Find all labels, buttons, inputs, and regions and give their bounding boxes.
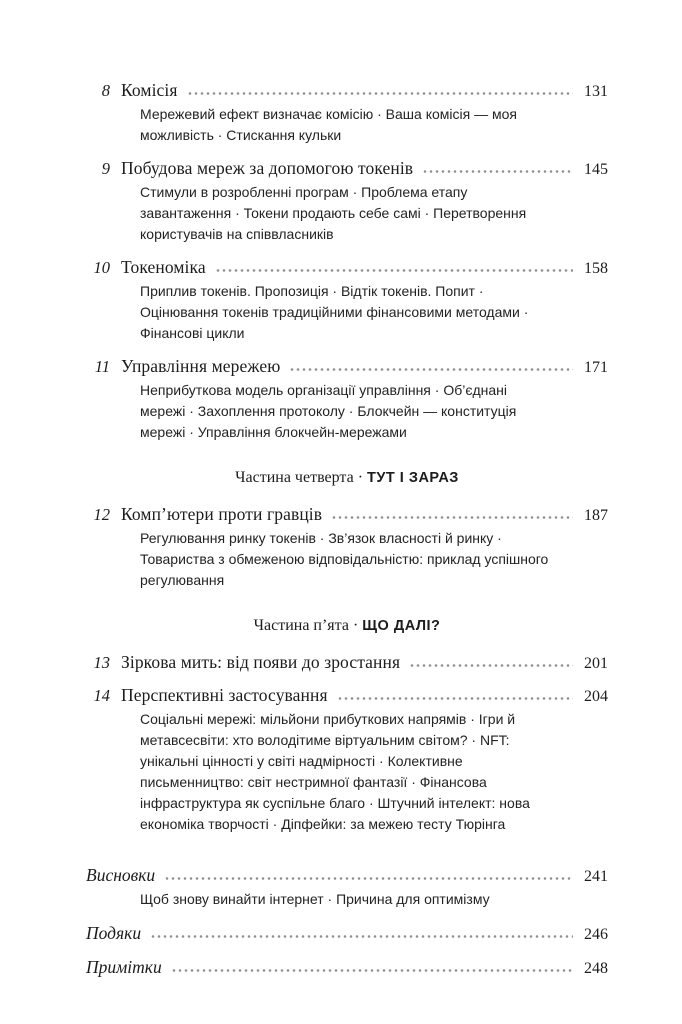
chapter-number: 8 xyxy=(101,81,110,100)
dotted-leader xyxy=(289,365,573,372)
chapter-description: Мережевий ефект визначає комісію · Ваша комісія — моя можливість · Стискання кульки xyxy=(140,106,517,143)
toc-entry-line xyxy=(86,158,608,179)
toc-entry-line xyxy=(86,865,608,886)
part-label: Частина четверта · xyxy=(235,469,364,486)
page-number: 131 xyxy=(584,83,608,100)
page-number: 187 xyxy=(584,507,608,524)
toc-entry-line xyxy=(86,80,608,101)
toc-entry xyxy=(86,158,608,245)
toc-entry-line xyxy=(86,685,608,706)
chapter-title: Комп’ютери проти гравців xyxy=(121,504,323,524)
toc-entry xyxy=(86,685,608,835)
toc-entry-line xyxy=(86,356,608,377)
toc-entry xyxy=(86,652,608,673)
dotted-leader xyxy=(150,932,573,939)
toc-entry xyxy=(86,257,608,344)
chapter-number: 12 xyxy=(93,505,110,524)
page-number: 241 xyxy=(584,868,608,885)
backmatter-title: Примітки xyxy=(86,957,162,977)
part-title: ТУТ І ЗАРАЗ xyxy=(367,470,459,486)
chapter-number: 9 xyxy=(101,159,110,178)
page-number: 248 xyxy=(584,960,608,977)
dotted-leader xyxy=(409,661,573,668)
toc-entry xyxy=(86,923,608,944)
part-title: ЩО ДАЛІ? xyxy=(362,618,441,634)
chapter-description: Стимули в розробленні програм · Проблема етапу завантаження · Токени продають себе самі · Перетворення користувачів на співвласників xyxy=(140,184,527,242)
chapter-number: 14 xyxy=(93,686,110,705)
dotted-leader xyxy=(171,966,573,973)
chapter-title: Токеноміка xyxy=(121,257,206,277)
page-number: 158 xyxy=(584,260,608,277)
toc-entry xyxy=(86,356,608,443)
chapter-title: Перспективні застосування xyxy=(121,685,328,705)
page-number: 171 xyxy=(584,359,608,376)
toc-entry xyxy=(86,957,608,978)
dotted-leader xyxy=(164,874,573,881)
chapter-description: Неприбуткова модель організації управління · Об’єднані мережі · Захоплення протоколу · Блокчейн — конституція мережі · Управління блокчейн-мережами xyxy=(140,382,517,440)
toc-entry-line xyxy=(86,923,608,944)
chapter-title: Комісія xyxy=(121,80,178,100)
chapter-number: 13 xyxy=(93,653,110,672)
toc-list xyxy=(86,80,608,978)
toc-entry-line xyxy=(86,257,608,278)
backmatter-title: Висновки xyxy=(86,865,156,885)
backmatter-title: Подяки xyxy=(86,923,142,943)
dotted-leader xyxy=(331,513,573,520)
part-label: Частина п’ята · xyxy=(253,617,359,634)
dotted-leader xyxy=(215,266,573,273)
chapter-description: Регулювання ринку токенів · Зв’язок власності й ринку · Товариства з обмеженою відповідальністю: приклад успішного регулювання xyxy=(140,530,549,588)
chapter-number: 11 xyxy=(94,357,110,376)
part-heading xyxy=(86,617,608,635)
page-number: 204 xyxy=(584,688,608,705)
chapter-title: Зіркова мить: від появи до зростання xyxy=(121,652,401,672)
toc-entry xyxy=(86,504,608,591)
dotted-leader xyxy=(187,89,573,96)
page-number: 201 xyxy=(584,655,608,672)
part-heading xyxy=(86,469,608,487)
toc-entry xyxy=(86,865,608,910)
toc-entry xyxy=(86,80,608,146)
chapter-description: Приплив токенів. Пропозиція · Відтік токенів. Попит · Оцінювання токенів традиційними фінансовими методами · Фінансові цикли xyxy=(140,283,529,341)
chapter-title: Побудова мереж за допомогою токенів xyxy=(121,158,414,178)
page-number: 145 xyxy=(584,161,608,178)
chapter-number: 10 xyxy=(93,258,110,277)
dotted-leader xyxy=(337,694,573,701)
toc-entry-line xyxy=(86,957,608,978)
dotted-leader xyxy=(422,167,573,174)
chapter-description: Щоб знову винайти інтернет · Причина для оптимізму xyxy=(140,891,490,907)
toc-entry-line xyxy=(86,504,608,525)
chapter-title: Управління мережею xyxy=(121,356,281,376)
page-number: 246 xyxy=(584,926,608,943)
toc-entry-line xyxy=(86,652,608,673)
chapter-description: Соціальні мережі: мільйони прибуткових напрямів · Ігри й метавсесвіти: хто володітиме віртуальним світом? · NFT: унікальні цінності у світі надмірності · Колективне письменництво: світ нестримної фантазії · Фінансова інфраструктура як суспільне благо · Штучний інтелект: нова економіка творчості · Діпфейки: за межею тесту Тюрінга xyxy=(140,711,530,832)
